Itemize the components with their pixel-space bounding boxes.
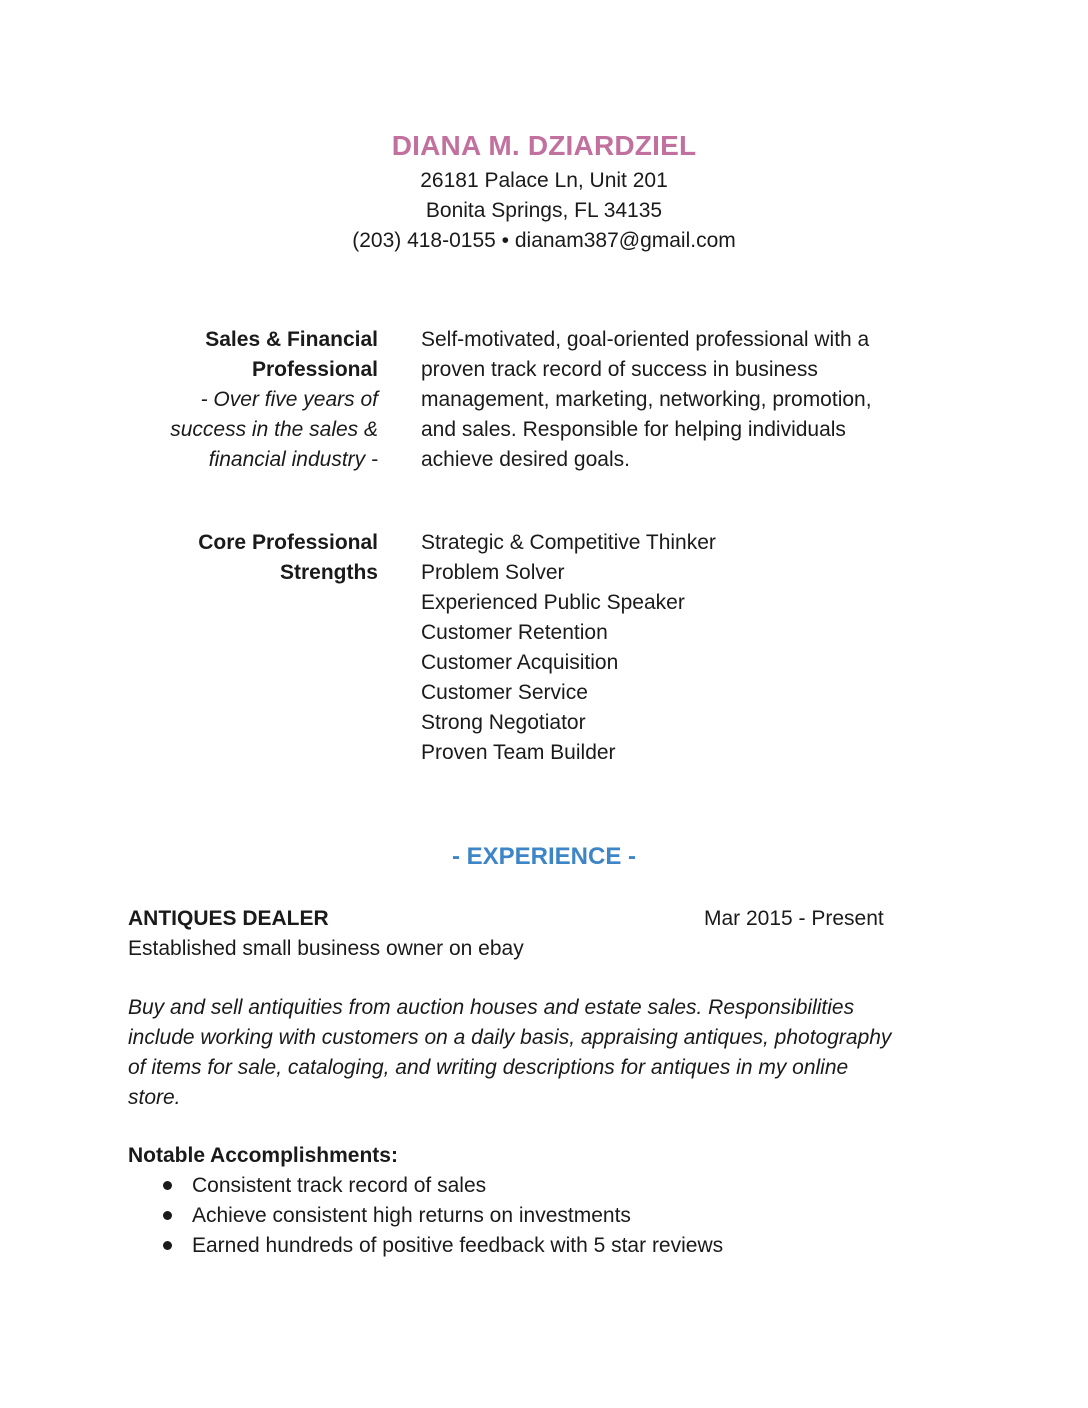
list-item — [128, 1201, 968, 1231]
summary-text-line: achieve desired goals. — [421, 448, 630, 471]
bullet-icon — [163, 1211, 172, 1220]
phone-email-line: (203) 418-0155 • dianam387@gmail.com — [352, 229, 736, 252]
summary-text-line: Self-motivated, goal-oriented professional with a — [421, 328, 870, 351]
list-item — [128, 1231, 968, 1261]
job-header — [128, 904, 968, 934]
accomplishments-list — [128, 1171, 968, 1261]
accomplishments-heading: Notable Accomplishments: — [128, 1144, 398, 1167]
strength-item: Strategic & Competitive Thinker — [421, 531, 716, 554]
experience-section-title: - EXPERIENCE - — [451, 843, 637, 870]
strengths-heading — [128, 528, 378, 588]
job-description-line: of items for sale, cataloging, and writing descriptions for antiques in my online — [128, 1056, 849, 1079]
strengths-heading-line-2: Strengths — [279, 561, 378, 584]
strength-item: Strong Negotiator — [421, 711, 586, 734]
address-line-2: Bonita Springs, FL 34135 — [425, 199, 663, 222]
summary-text — [421, 325, 941, 475]
strength-item: Customer Retention — [421, 621, 608, 644]
bullet-icon — [163, 1181, 172, 1190]
summary-text-line: proven track record of success in business — [421, 358, 818, 381]
job-description-line: store. — [128, 1086, 181, 1109]
job-subtitle: Established small business owner on ebay — [128, 937, 524, 960]
strengths-list — [421, 528, 941, 768]
job-title: ANTIQUES DEALER — [128, 907, 329, 930]
accomplishment-text: Consistent track record of sales — [192, 1174, 487, 1197]
summary-heading-line-1: Sales & Financial — [205, 328, 378, 351]
summary-heading — [128, 325, 378, 475]
summary-text-line: management, marketing, networking, promotion, — [421, 388, 872, 411]
strength-item: Proven Team Builder — [421, 741, 616, 764]
address-line-1: 26181 Palace Ln, Unit 201 — [420, 169, 668, 192]
job-description-line: include working with customers on a daily basis, appraising antiques, photography — [128, 1026, 892, 1049]
bullet-icon — [163, 1241, 172, 1250]
summary-tagline-line-2: success in the sales & — [170, 418, 378, 441]
summary-heading-line-2: Professional — [251, 358, 378, 381]
summary-text-line: and sales. Responsible for helping individuals — [421, 418, 846, 441]
summary-tagline-line-3: financial industry - — [208, 448, 378, 471]
accomplishment-text: Achieve consistent high returns on investments — [192, 1204, 631, 1227]
candidate-name: DIANA M. DZIARDZIEL — [391, 130, 697, 161]
strength-item: Problem Solver — [421, 561, 565, 584]
job-description — [128, 993, 968, 1113]
strength-item: Experienced Public Speaker — [421, 591, 685, 614]
accomplishment-text: Earned hundreds of positive feedback with 5 star reviews — [192, 1234, 724, 1257]
strength-item: Customer Service — [421, 681, 588, 704]
job-dates: Mar 2015 - Present — [704, 907, 884, 930]
summary-tagline-line-1: - Over five years of — [200, 388, 378, 411]
strengths-heading-line-1: Core Professional — [198, 531, 378, 554]
list-item — [128, 1171, 968, 1201]
job-description-line: Buy and sell antiquities from auction houses and estate sales. Responsibilities — [128, 996, 855, 1019]
strength-item: Customer Acquisition — [421, 651, 619, 674]
resume-header — [0, 126, 1088, 256]
